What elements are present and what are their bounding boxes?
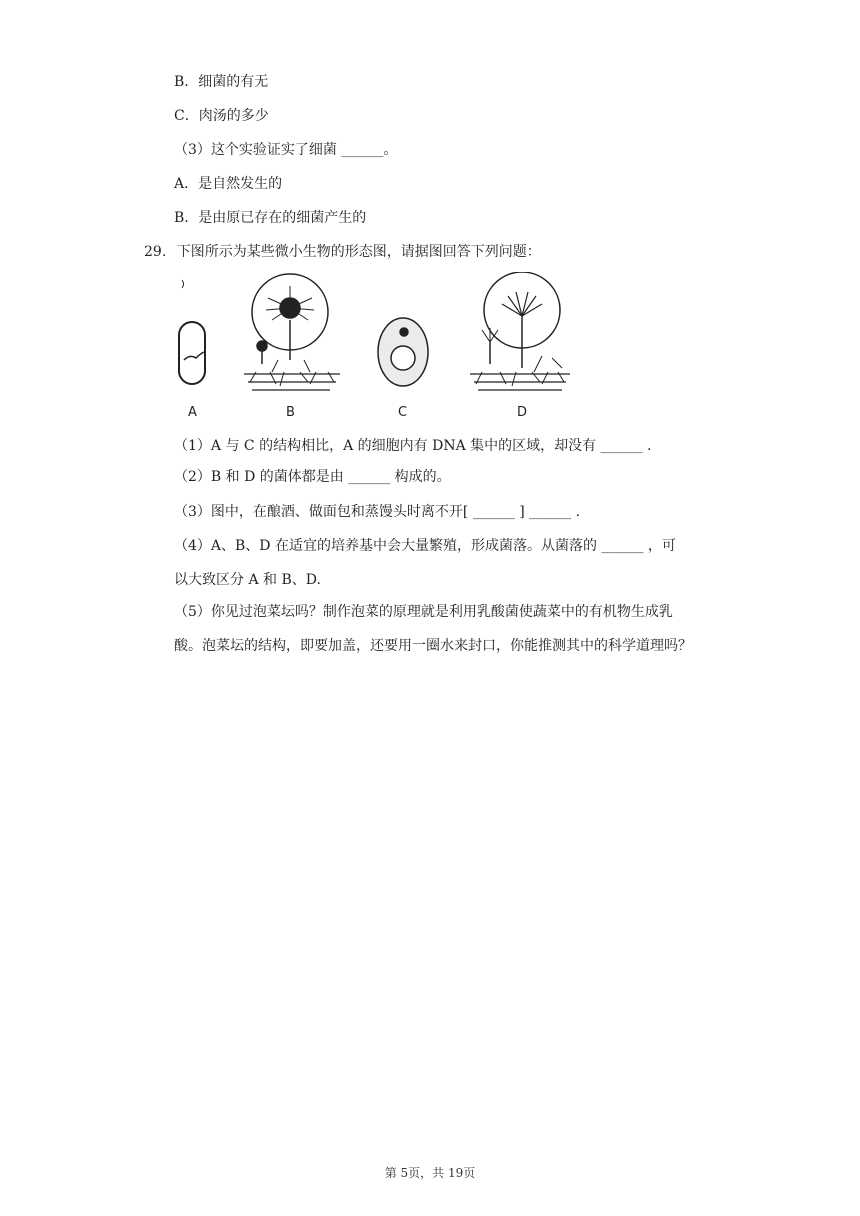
subquestion-5-line1: （5）你见过泡菜坛吗？制作泡菜的原理就是利用乳酸菌使蔬菜中的有机物生成乳 bbox=[174, 604, 673, 620]
subquestion-4-line2: 以大致区分 A 和 B、D. bbox=[174, 572, 321, 588]
subquestion-2: （2）B 和 D 的菌体都是由 ______ 构成的。 bbox=[174, 469, 451, 485]
organism-c-yeast bbox=[378, 318, 428, 386]
figure-label-c: C bbox=[398, 405, 408, 420]
figure-label-b: B bbox=[286, 405, 295, 420]
microorganism-figure bbox=[160, 272, 590, 420]
question-29-stem bbox=[144, 242, 541, 262]
question-stem: 下图所示为某些微小生物的形态图，请据图回答下列问题： bbox=[176, 244, 541, 260]
subquestion-4-line1: （4）A、B、D 在适宜的培养基中会大量繁殖，形成菌落。从菌落的 ______ ，可 bbox=[174, 538, 676, 554]
option-b-bacteria: B．细菌的有无 bbox=[174, 74, 269, 90]
organism-d-penicillium bbox=[470, 272, 570, 390]
option-b-preexisting: B．是由原已存在的细菌产生的 bbox=[174, 210, 367, 226]
subquestion-1: （1）A 与 C 的结构相比，A 的细胞内有 DNA 集中的区域，却没有 ______ . bbox=[174, 438, 652, 454]
question-number: 29. bbox=[144, 244, 167, 260]
option-a-spontaneous: A．是自然发生的 bbox=[174, 176, 283, 192]
subquestion-3-yeast: （3）图中，在酿酒、做面包和蒸馒头时离不开[ ______ ] ______ . bbox=[174, 504, 581, 520]
page-footer: 第 5页，共 19页 bbox=[384, 1166, 476, 1180]
subquestion-3: （3）这个实验证实了细菌 ______。 bbox=[174, 142, 398, 158]
organism-a-bacterium bbox=[179, 280, 205, 384]
subquestion-5-line2: 酸。泡菜坛的结构，即要加盖，还要用一圈水来封口，你能推测其中的科学道理吗？ bbox=[174, 638, 692, 654]
organism-b-mold bbox=[244, 274, 340, 390]
figure-label-d: D bbox=[517, 405, 528, 420]
figure-label-a: A bbox=[188, 405, 197, 420]
option-c-broth: C．肉汤的多少 bbox=[174, 108, 269, 124]
